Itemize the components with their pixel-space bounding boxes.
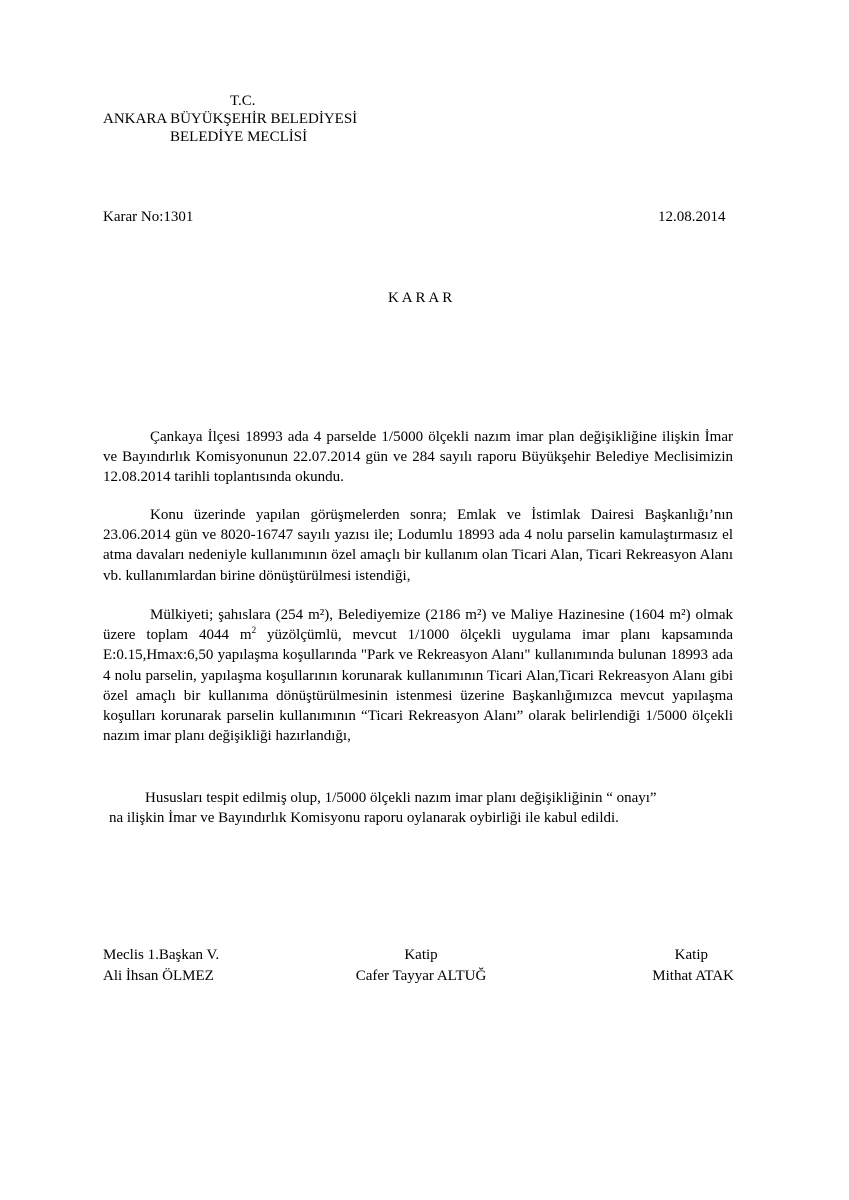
signature-role: Meclis 1.Başkan V. [103, 947, 220, 963]
header-council: BELEDİYE MECLİSİ [170, 129, 308, 145]
document-title: K A R A R [388, 290, 453, 306]
signature-block-3 [634, 945, 734, 987]
document-header [100, 92, 400, 146]
signature-role: Katip [674, 947, 708, 963]
decision-date: 12.08.2014 [658, 209, 726, 225]
header-institution: ANKARA BÜYÜKŞEHİR BELEDİYESİ [103, 111, 358, 127]
signature-name: Cafer Tayyar ALTUĞ [355, 968, 487, 984]
signature-block-1 [103, 945, 219, 987]
signature-name: Ali İhsan ÖLMEZ [103, 968, 214, 984]
paragraph-1: Çankaya İlçesi 18993 ada 4 parselde 1/5000 ölçekli nazım imar plan değişikliğine ilişkin İmar ve Bayındırlık Komisyonunun 22.07.2014 gün ve 284 sayılı raporu Büyükşehir Belediye Meclisimizin 12.08.2014 tarihli toplantısında okundu. [103, 429, 733, 486]
signature-block-2 [345, 945, 497, 987]
signature-role: Katip [404, 947, 438, 963]
paragraph-4-line-1: Hususları tespit edilmiş olup, 1/5000 ölçekli nazım imar planı değişikliğinin “ onayı” [145, 790, 657, 806]
header-tc: T.C. [230, 93, 256, 109]
paragraph-4-line-2: na ilişkin İmar ve Bayındırlık Komisyonu raporu oylanarak oybirliği ile kabul edildi. [109, 810, 619, 826]
superscript-2: 2 [251, 625, 257, 636]
decision-number: Karar No:1301 [103, 209, 194, 225]
paragraph-2: Konu üzerinde yapılan görüşmelerden sonra; Emlak ve İstimlak Dairesi Başkanlığı’nın 23.06.2014 gün ve 8020-16747 sayılı yazısı ile; Lodumlu 18993 ada 4 nolu parselin kamulaştırmasız el atma davaları nedeniyle kullanımının özel amaçlı bir kullanım olan Ticari Alan, Ticari Rekreasyon Alanı vb. kullanımlardan birine dönüştürülmesi istendiği, [103, 507, 733, 584]
signature-name: Mithat ATAK [652, 968, 734, 984]
paragraph-3: Mülkiyeti; şahıslara (254 m²), Belediyemize (2186 m²) ve Maliye Hazinesine (1604 m²) olmak üzere toplam 4044 $m^2$ yüzölçümlü, mevcut 1/1000 ölçekli uygulama imar planı kapsamında E:0.15,Hmax:6,50 yapılaşma koşullarında "Park ve Rekreasyon Alanı" kullanımında bulunan 18993 ada 4 nolu parselin, yapılaşma koşullarının korunarak kullanımının Ticari Alan,Ticari Rekreasyon Alanı gibi özel amaçlı bir kullanıma dönüştürülmesinin istenmesi üzerine Başkanlığımızca mevcut yapılaşma koşulları korunarak parselin kullanımının “Ticari Rekreasyon Alanı” olarak belirlendiği 1/5000 ölçekli nazım imar planı değişikliği hazırlandığı, [103, 607, 734, 745]
